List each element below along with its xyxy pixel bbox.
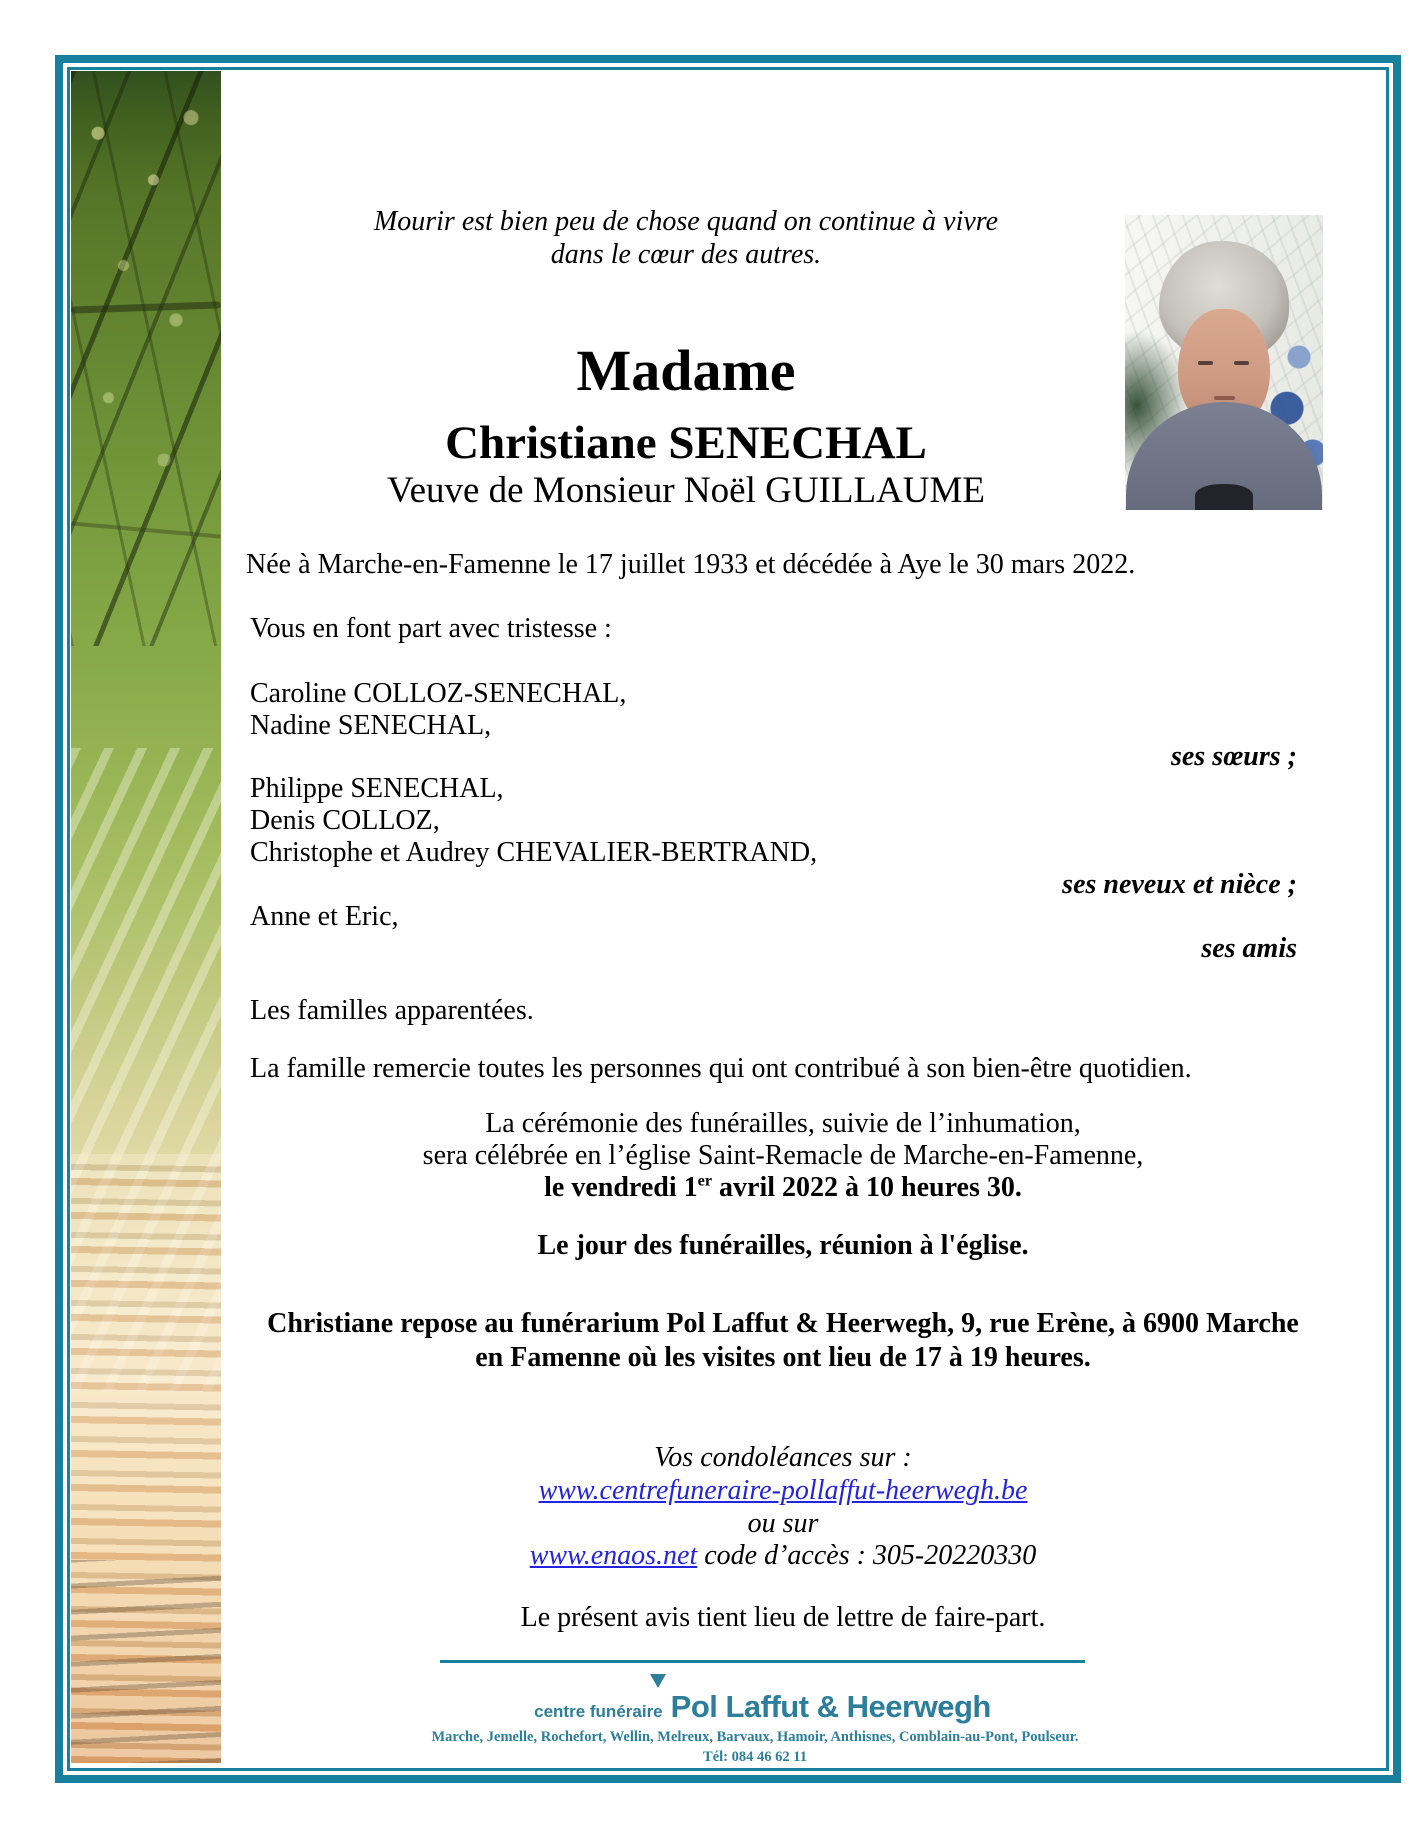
forest-light-spots [71,71,221,849]
funeral-home-locations: Marche, Jemelle, Rochefort, Wellin, Melreux, Barvaux, Hamoir, Anthisnes, Comblain-au-Pont, Poulseur. [431,1729,1079,1745]
family-member-line: Philippe SENECHAL, [250,773,504,804]
portrait-eye [1198,361,1213,365]
family-member-line: Christophe et Audrey CHEVALIER-BERTRAND, [250,837,818,868]
portrait-undershirt [1195,484,1253,510]
family-member-line: Nadine SENECHAL, [250,710,492,741]
epitaph-quote-line1: Mourir est bien peu de chose quand on continue à vivre [373,206,999,237]
logo-prefix: centre funéraire [534,1702,663,1721]
ceremony-date-line [250,1172,1316,1204]
relation-label-sisters: ses sœurs ; [1170,741,1297,772]
family-member-line: Denis COLLOZ, [250,805,440,836]
funeral-home-website-link[interactable]: www.centrefuneraire-pollaffut-heerwegh.be [538,1475,1028,1506]
logo-triangle-icon [650,1674,666,1688]
deceased-name: Christiane SENECHAL [445,417,927,469]
condolences-intro: Vos condoléances sur : [654,1442,912,1473]
birth-death-line: Née à Marche-en-Famenne le 17 juillet 1933 et décédée à Aye le 30 mars 2022. [246,549,1136,580]
condolences-or: ou sur [747,1508,819,1539]
title-madame: Madame [576,338,796,403]
path-shadows [71,1560,221,1763]
meeting-line: Le jour des funérailles, réunion à l'église. [537,1230,1029,1261]
epitaph-quote-line2: dans le cœur des autres. [550,239,822,270]
ceremony-line2: sera célébrée en l’église Saint-Remacle de Marche-en-Famenne, [422,1140,1144,1171]
ceremony-line1: La cérémonie des funérailles, suivie de l’inhumation, [485,1108,1081,1139]
ceremony-date-prefix: le vendredi 1 [544,1172,698,1203]
portrait-mouth [1214,396,1235,400]
repose-line2: en Famenne où les visites ont lieu de 17 à 19 heures. [475,1342,1091,1373]
family-member-line: Anne et Eric, [250,901,399,932]
deceased-portrait-photo [1125,215,1323,510]
funeral-home-phone: Tél: 084 46 62 11 [703,1749,807,1765]
announcement-intro: Vous en font part avec tristesse : [250,613,612,644]
logo-brand-name: Pol Laffut & Heerwegh [670,1689,991,1724]
family-member-line: Caroline COLLOZ-SENECHAL, [250,678,627,709]
funeral-home-logo [340,1689,1185,1725]
thanks-line: La famille remercie toutes les personnes qui ont contribué à son bien-être quotidien. [250,1053,1192,1084]
related-families-line: Les familles apparentées. [250,995,534,1026]
enaos-access-code: code d’accès : 305-20220330 [697,1540,1037,1571]
repose-line1: Christiane repose au funérarium Pol Laffut & Heerwegh, 9, rue Erène, à 6900 Marche [267,1308,1299,1339]
widow-line: Veuve de Monsieur Noël GUILLAUME [386,470,986,511]
forest-path-image [71,71,221,1763]
relation-label-friends: ses amis [1201,933,1297,964]
relation-label-nephews: ses neveux et nièce ; [1062,869,1297,900]
portrait-eye [1234,361,1249,365]
faire-part-notice: Le présent avis tient lieu de lettre de faire-part. [520,1602,1046,1633]
ceremony-date-suffix: avril 2022 à 10 heures 30. [712,1172,1022,1203]
footer-divider-line [440,1660,1085,1663]
enaos-row [250,1540,1316,1572]
condolences-link-row [250,1475,1316,1507]
ceremony-date-superscript: er [697,1171,713,1190]
enaos-website-link[interactable]: www.enaos.net [529,1540,698,1571]
